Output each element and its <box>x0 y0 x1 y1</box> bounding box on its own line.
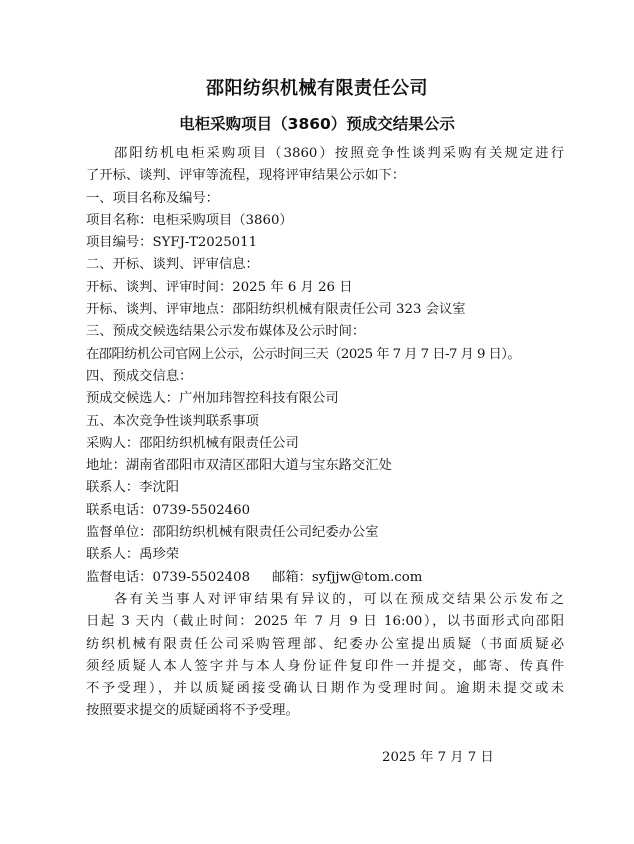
email-address: 邮箱：syfjjw@tom.com <box>272 569 423 585</box>
review-time: 开标、谈判、评审时间：2025 年 6 月 26 日 <box>86 279 353 295</box>
section-4-heading: 四、预成交信息： <box>86 368 193 384</box>
purchaser: 采购人：邵阳纺织机械有限责任公司 <box>86 435 299 451</box>
objection-line-1: 各有关当事人对评审结果有异议的，可以在预成交结果公示发布之 <box>114 591 564 607</box>
document-body <box>86 143 564 723</box>
document-date: 2025 年 7 月 7 日 <box>382 750 494 765</box>
section-5-heading: 五、本次竞争性谈判联系事项 <box>86 413 259 429</box>
section-3-heading: 三、预成交候选结果公示发布媒体及公示时间： <box>86 324 366 340</box>
objection-line-2: 日起 3 天内（截止时间：2025 年 7 月 9 日 16:00），以书面形式向邵阳 <box>86 614 564 630</box>
supervisor-phone: 监督电话：0739-5502408 <box>86 569 251 585</box>
supervising-unit: 监督单位：邵阳纺织机械有限责任公司纪委办公室 <box>86 525 379 541</box>
intro-line-1: 邵阳纺机电柜采购项目（3860）按照竞争性谈判采购有关规定进行 <box>114 146 564 161</box>
supervisor-contact-line <box>86 567 564 589</box>
project-number: 项目编号：SYFJ-T2025011 <box>86 235 258 251</box>
publish-info: 在邵阳纺机公司官网上公示，公示时间三天（2025 年 7 月 7 日-7 月 9 日）。 <box>86 346 521 362</box>
objection-line-3: 纺织机械有限责任公司采购管理部、纪委办公室提出质疑（书面质疑必 <box>86 636 564 652</box>
objection-line-5: 不予受理），并以质疑函接受确认日期作为受理时间。逾期未提交或未 <box>86 681 564 697</box>
contact-person-2: 联系人：禹珍荣 <box>86 547 180 563</box>
section-2-heading: 二、开标、谈判、评审信息： <box>86 257 259 273</box>
objection-line-6: 按照要求提交的质疑函将不予受理。 <box>86 703 299 719</box>
contact-phone-1: 联系电话：0739-5502460 <box>86 502 251 518</box>
document-subtitle: 电柜采购项目（3860）预成交结果公示 <box>179 115 455 133</box>
candidate: 预成交候选人：广州加玮智控科技有限公司 <box>86 391 339 407</box>
contact-person-1: 联系人：李沈阳 <box>86 480 180 496</box>
address: 地址：湖南省邵阳市双清区邵阳大道与宝东路交汇处 <box>86 458 392 474</box>
section-1-heading: 一、项目名称及编号： <box>86 190 219 206</box>
review-place: 开标、谈判、评审地点：邵阳纺织机械有限责任公司 323 会议室 <box>86 302 466 318</box>
project-name: 项目名称：电柜采购项目（3860） <box>86 212 293 228</box>
intro-line-2: 了开标、谈判、评审等流程，现将评审结果公示如下： <box>86 168 406 184</box>
objection-line-4: 须经质疑人本人签字并与本人身份证件复印件一并提交，邮寄、传真件 <box>86 658 564 674</box>
document-title: 邵阳纺织机械有限责任公司 <box>206 78 428 99</box>
